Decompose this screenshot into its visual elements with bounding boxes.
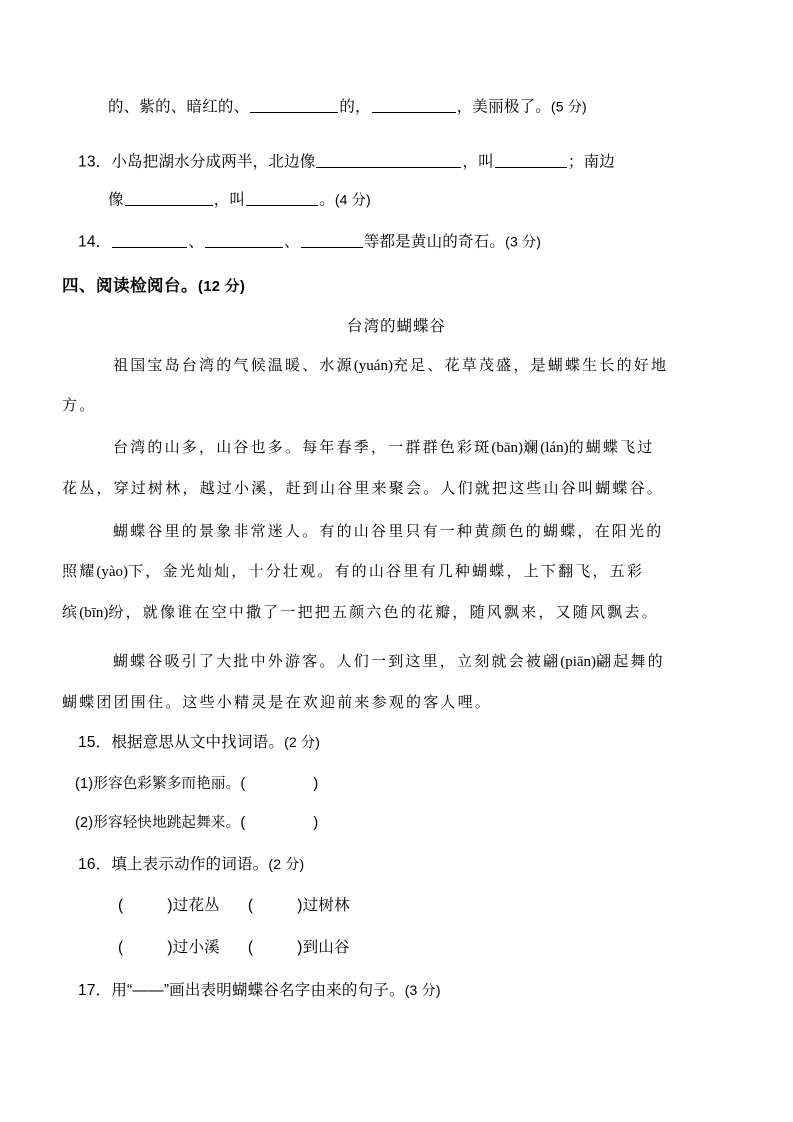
fill-in-text: ，美丽极了。 bbox=[456, 98, 551, 116]
score-label: (3 分) bbox=[505, 233, 542, 250]
open-paren: ( bbox=[247, 897, 254, 914]
answer-blank[interactable] bbox=[125, 191, 213, 206]
score-label: (2 分) bbox=[268, 856, 305, 872]
passage-title bbox=[0, 314, 793, 336]
fill-in-text: 。 bbox=[319, 191, 335, 209]
passage-paragraph-1-line-2 bbox=[62, 398, 96, 413]
fill-in-text: ，叫 bbox=[213, 191, 246, 209]
item-number-dot: ． bbox=[95, 153, 112, 171]
passage-text: 蝴蝶谷里的景象非常迷人。有的山谷里只有一种黄颜色的蝴蝶，在阳光的 bbox=[113, 522, 664, 540]
fill-in-item-14 bbox=[78, 233, 541, 250]
close-paren: ) bbox=[167, 939, 173, 956]
question-16-prompt bbox=[78, 857, 304, 873]
subitem-label: (1) bbox=[75, 776, 94, 792]
passage-text: 照耀 bbox=[62, 562, 97, 580]
passage-text: 下，金光灿灿，十分壮观。有的山谷里有几种蝴蝶，上下翻飞，五彩 bbox=[128, 562, 645, 580]
close-paren: ) bbox=[297, 897, 303, 914]
item-number-dot: ． bbox=[95, 856, 112, 873]
question-prompt-text: 根据意思从文中找词语。 bbox=[111, 734, 285, 751]
passage-text: 斓 bbox=[523, 438, 541, 456]
close-paren: ) bbox=[167, 897, 173, 914]
passage-paragraph-2-line-2 bbox=[62, 481, 664, 496]
item-number: 16 bbox=[78, 856, 96, 873]
question-15-subitem-2 bbox=[75, 816, 318, 831]
passage-text: 花丛，穿过树林，越过小溪，赶到山谷里来聚会。人们就把这些山谷叫蝴蝶谷。 bbox=[62, 479, 665, 497]
passage-text: 纷，就像谁在空中撒了一把把五颜六色的花瓣，随风飘来，又随风飘去。 bbox=[108, 603, 659, 621]
score-label: (2 分) bbox=[284, 734, 321, 750]
fill-in-item-13-line2 bbox=[108, 191, 371, 208]
passage-title-text: 台湾的蝴蝶谷 bbox=[346, 318, 446, 335]
passage-paragraph-3-line-1 bbox=[113, 524, 663, 539]
passage-text: 缤 bbox=[62, 603, 80, 621]
answer-blank[interactable] bbox=[250, 98, 338, 113]
subitem-text: 形容轻快地跳起舞来。( bbox=[93, 815, 246, 831]
passage-paragraph-3-line-3 bbox=[62, 605, 659, 621]
question-16-blank-row-2 bbox=[118, 940, 350, 956]
blank-row-text: 到山谷 bbox=[302, 939, 350, 956]
blank-row-text: 过花丛 bbox=[172, 897, 220, 914]
answer-blank[interactable] bbox=[112, 233, 187, 248]
blank-row-text: 过树林 bbox=[302, 897, 350, 914]
item-number: 13 bbox=[78, 153, 96, 171]
fill-in-text: 、 bbox=[188, 233, 205, 251]
passage-paragraph-2-line-1 bbox=[113, 440, 655, 456]
passage-paragraph-3-line-2 bbox=[62, 564, 644, 580]
passage-paragraph-1-line-1 bbox=[113, 358, 668, 374]
fill-in-item-12-continuation bbox=[108, 98, 587, 115]
section-heading-label: 四、阅读检阅台。 bbox=[62, 277, 198, 295]
question-15-prompt bbox=[78, 735, 320, 751]
fill-in-text: 的、紫的、暗红的、 bbox=[108, 98, 250, 116]
item-number: 17 bbox=[78, 982, 96, 999]
passage-text: 祖国宝岛台湾的气候温暖、水源 bbox=[113, 356, 354, 374]
question-prompt-text: 填上表示动作的词语。 bbox=[111, 856, 269, 873]
pinyin-annotation: (piān) bbox=[560, 654, 597, 670]
fill-in-item-13-line1 bbox=[78, 153, 615, 170]
question-16-blank-row-1 bbox=[118, 898, 350, 914]
fill-in-text: ，叫 bbox=[462, 153, 494, 171]
passage-paragraph-4-line-1 bbox=[113, 654, 665, 670]
close-paren: ) bbox=[297, 939, 303, 956]
fill-in-text: 等都是黄山的奇石。 bbox=[363, 233, 506, 251]
passage-paragraph-4-line-2 bbox=[62, 695, 492, 710]
pinyin-annotation: (bīn) bbox=[79, 605, 109, 621]
fill-in-text: 小岛把湖水分成两半，北边像 bbox=[111, 153, 316, 171]
fill-in-text: 像 bbox=[108, 191, 124, 209]
subitem-label: (2) bbox=[75, 815, 94, 831]
passage-text: 充足、花草茂盛，是蝴蝶生长的好地 bbox=[392, 356, 669, 374]
answer-blank[interactable] bbox=[495, 153, 567, 168]
pinyin-annotation: (yào) bbox=[96, 564, 129, 580]
passage-text: 蝴蝶谷吸引了大批中外游客。人们一到这里，立刻就会被翩 bbox=[113, 652, 561, 670]
item-number-dot: ． bbox=[95, 734, 112, 751]
passage-text: 台湾的山多，山谷也多。每年春季，一群群色彩斑 bbox=[113, 438, 492, 456]
score-label: (4 分) bbox=[334, 191, 371, 208]
answer-blank[interactable] bbox=[316, 153, 461, 168]
fill-in-text: ；南边 bbox=[567, 153, 615, 171]
pinyin-annotation: (bān) bbox=[491, 440, 524, 456]
passage-text: 蝴蝶团团围住。这些小精灵是在欢迎前来参观的客人哩。 bbox=[62, 693, 493, 711]
answer-blank[interactable] bbox=[301, 233, 363, 248]
item-number-dot: ． bbox=[95, 233, 112, 251]
pinyin-annotation: (lán) bbox=[540, 440, 569, 456]
passage-text: 的蝴蝶飞过 bbox=[568, 438, 655, 456]
score-label: (5 分) bbox=[550, 98, 587, 115]
item-number-dot: ． bbox=[95, 982, 112, 999]
fill-in-text: 、 bbox=[284, 233, 300, 251]
answer-blank[interactable] bbox=[205, 233, 283, 248]
answer-blank[interactable] bbox=[372, 98, 456, 113]
subitem-close-paren: ) bbox=[313, 776, 319, 792]
pinyin-annotation: (yuán) bbox=[353, 358, 393, 374]
answer-blank[interactable] bbox=[246, 191, 318, 206]
open-paren: ( bbox=[247, 939, 254, 956]
open-paren: ( bbox=[118, 897, 124, 914]
question-prompt-text: 用“——”画出表明蝴蝶谷名字由来的句子。 bbox=[111, 982, 405, 999]
question-15-subitem-1 bbox=[75, 777, 318, 792]
item-number: 14 bbox=[78, 233, 96, 251]
section-heading-reading bbox=[62, 272, 245, 296]
blank-row-text: 过小溪 bbox=[172, 939, 220, 956]
open-paren: ( bbox=[118, 939, 124, 956]
subitem-text: 形容色彩繁多而艳丽。( bbox=[93, 776, 246, 792]
passage-text: 翩起舞的 bbox=[596, 652, 665, 670]
question-17-prompt bbox=[78, 983, 441, 999]
score-label: (3 分) bbox=[404, 982, 441, 998]
passage-text: 方。 bbox=[62, 396, 97, 414]
subitem-close-paren: ) bbox=[313, 815, 319, 831]
fill-in-text: 的， bbox=[339, 98, 371, 116]
item-number: 15 bbox=[78, 734, 96, 751]
section-score: (12 分) bbox=[198, 279, 246, 295]
